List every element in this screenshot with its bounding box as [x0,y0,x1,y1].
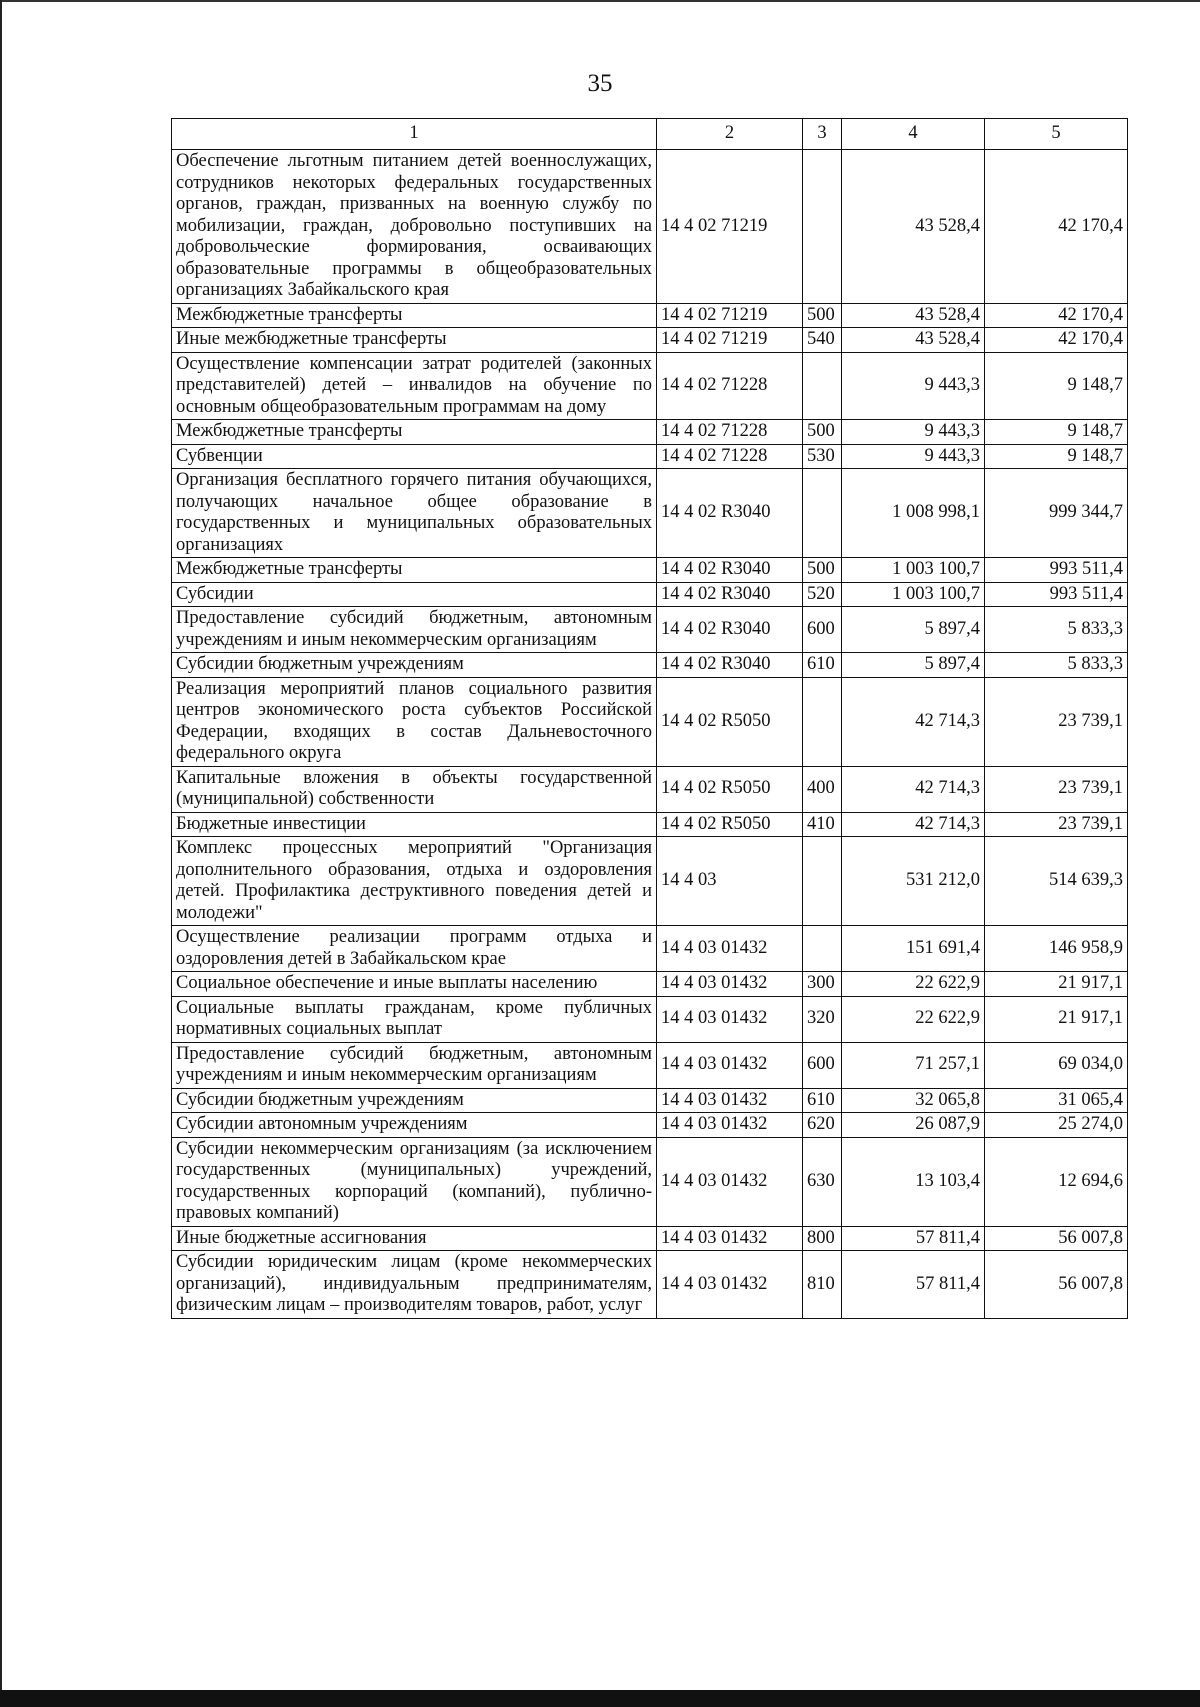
row-name-cell: Субсидии бюджетным учреждениям [172,1088,657,1113]
row-value-2024-cell: 5 897,4 [842,653,985,678]
row-type-cell [803,926,842,972]
table-row [172,444,1128,469]
row-type-cell: 520 [803,582,842,607]
row-type-cell: 810 [803,1251,842,1319]
row-value-2024-cell: 57 811,4 [842,1226,985,1251]
row-value-2025-cell: 146 958,9 [985,926,1128,972]
row-value-2024-cell: 1 003 100,7 [842,582,985,607]
scan-edge-left [0,0,2,1707]
row-type-cell: 600 [803,1042,842,1088]
table-row [172,1251,1128,1319]
row-code-cell: 14 4 03 01432 [657,1137,803,1226]
row-name-cell: Социальные выплаты гражданам, кроме публичных нормативных социальных выплат [172,996,657,1042]
row-type-cell [803,469,842,558]
table-header [172,119,1128,150]
row-value-2025-cell: 21 917,1 [985,996,1128,1042]
row-type-cell [803,352,842,420]
row-value-2024-cell: 1 003 100,7 [842,558,985,583]
row-code-cell: 14 4 02 71228 [657,352,803,420]
row-name-cell: Субсидии юридическим лицам (кроме некоммерческих организаций), индивидуальным предпринимателям, физическим лицам – производителям товаров, работ, услуг [172,1251,657,1319]
row-value-2025-cell: 9 148,7 [985,444,1128,469]
row-value-2025-cell: 69 034,0 [985,1042,1128,1088]
row-type-cell: 610 [803,1088,842,1113]
page-number: 35 [587,70,613,97]
header-col-2: 2 [657,119,803,150]
table-row [172,812,1128,837]
row-type-cell: 410 [803,812,842,837]
row-type-cell: 320 [803,996,842,1042]
row-type-cell [803,150,842,304]
row-value-2024-cell: 9 443,3 [842,444,985,469]
row-value-2025-cell: 42 170,4 [985,150,1128,304]
row-value-2024-cell: 9 443,3 [842,352,985,420]
table-row [172,150,1128,304]
row-name-cell: Предоставление субсидий бюджетным, автономным учреждениям и иным некоммерческим организациям [172,1042,657,1088]
row-name-cell: Субсидии бюджетным учреждениям [172,653,657,678]
row-type-cell: 530 [803,444,842,469]
row-type-cell: 400 [803,766,842,812]
row-type-cell: 620 [803,1113,842,1138]
table-row [172,1226,1128,1251]
row-name-cell: Бюджетные инвестиции [172,812,657,837]
row-type-cell: 500 [803,303,842,328]
row-type-cell: 500 [803,558,842,583]
row-type-cell: 800 [803,1226,842,1251]
row-value-2024-cell: 1 008 998,1 [842,469,985,558]
table-row [172,303,1128,328]
row-value-2024-cell: 71 257,1 [842,1042,985,1088]
row-name-cell: Предоставление субсидий бюджетным, автономным учреждениям и иным некоммерческим организациям [172,607,657,653]
table-row [172,996,1128,1042]
row-code-cell: 14 4 03 01432 [657,926,803,972]
row-name-cell: Межбюджетные трансферты [172,420,657,445]
row-value-2025-cell: 31 065,4 [985,1088,1128,1113]
table-row [172,582,1128,607]
table-row [172,653,1128,678]
row-name-cell: Субсидии [172,582,657,607]
row-name-cell: Обеспечение льготным питанием детей военнослужащих, сотрудников некоторых федеральных государственных органов, граждан, призванных на военную службу по мобилизации, граждан, добровольно поступивших на добровольческие формирования, осваивающих образовательные программы в общеобразовательных организациях Забайкальского края [172,150,657,304]
row-value-2025-cell: 21 917,1 [985,972,1128,997]
header-col-3: 3 [803,119,842,150]
row-name-cell: Организация бесплатного горячего питания обучающихся, получающих начальное общее образование в государственных и муниципальных образовательных организациях [172,469,657,558]
row-value-2024-cell: 13 103,4 [842,1137,985,1226]
row-value-2025-cell: 12 694,6 [985,1137,1128,1226]
row-code-cell: 14 4 03 01432 [657,1226,803,1251]
row-value-2024-cell: 5 897,4 [842,607,985,653]
table-row [172,469,1128,558]
row-name-cell: Иные бюджетные ассигнования [172,1226,657,1251]
row-value-2025-cell: 25 274,0 [985,1113,1128,1138]
row-code-cell: 14 4 02 71219 [657,328,803,353]
row-name-cell: Субсидии автономным учреждениям [172,1113,657,1138]
row-value-2025-cell: 993 511,4 [985,558,1128,583]
row-name-cell: Иные межбюджетные трансферты [172,328,657,353]
row-code-cell: 14 4 03 [657,837,803,926]
row-code-cell: 14 4 02 R5050 [657,766,803,812]
row-value-2024-cell: 42 714,3 [842,812,985,837]
row-code-cell: 14 4 02 R3040 [657,607,803,653]
row-code-cell: 14 4 02 R3040 [657,653,803,678]
row-value-2024-cell: 42 714,3 [842,677,985,766]
row-value-2025-cell: 56 007,8 [985,1251,1128,1319]
row-value-2024-cell: 26 087,9 [842,1113,985,1138]
row-value-2025-cell: 999 344,7 [985,469,1128,558]
row-value-2025-cell: 56 007,8 [985,1226,1128,1251]
scan-edge-top [0,0,1200,2]
table-row [172,837,1128,926]
row-value-2025-cell: 23 739,1 [985,766,1128,812]
table-row [172,328,1128,353]
budget-table [171,118,1128,1319]
row-name-cell: Субсидии некоммерческим организациям (за исключением государственных (муниципальных) учреждений, государственных корпораций (компаний), публично-правовых компаний) [172,1137,657,1226]
row-code-cell: 14 4 03 01432 [657,1042,803,1088]
row-value-2025-cell: 23 739,1 [985,677,1128,766]
row-value-2024-cell: 9 443,3 [842,420,985,445]
row-value-2024-cell: 43 528,4 [842,150,985,304]
row-name-cell: Комплекс процессных мероприятий "Организация дополнительного образования, отдыха и оздоровления детей. Профилактика деструктивного поведения детей и молодежи" [172,837,657,926]
row-value-2025-cell: 42 170,4 [985,303,1128,328]
scan-edge-bottom [0,1690,1200,1707]
row-code-cell: 14 4 02 71219 [657,303,803,328]
row-type-cell: 500 [803,420,842,445]
row-value-2025-cell: 9 148,7 [985,420,1128,445]
table-row [172,1042,1128,1088]
row-value-2024-cell: 151 691,4 [842,926,985,972]
row-type-cell [803,837,842,926]
row-type-cell [803,677,842,766]
table-body [172,150,1128,1319]
row-name-cell: Субвенции [172,444,657,469]
table-row [172,926,1128,972]
row-code-cell: 14 4 02 71219 [657,150,803,304]
row-value-2025-cell: 42 170,4 [985,328,1128,353]
row-name-cell: Осуществление компенсации затрат родителей (законных представителей) детей – инвалидов на обучение по основным общеобразовательным программам на дому [172,352,657,420]
row-code-cell: 14 4 02 R3040 [657,558,803,583]
row-type-cell: 300 [803,972,842,997]
row-value-2024-cell: 22 622,9 [842,972,985,997]
row-value-2024-cell: 57 811,4 [842,1251,985,1319]
row-value-2025-cell: 9 148,7 [985,352,1128,420]
table-row [172,558,1128,583]
row-name-cell: Межбюджетные трансферты [172,558,657,583]
row-type-cell: 630 [803,1137,842,1226]
row-code-cell: 14 4 02 R3040 [657,582,803,607]
row-value-2024-cell: 42 714,3 [842,766,985,812]
row-value-2025-cell: 23 739,1 [985,812,1128,837]
table-row [172,352,1128,420]
header-col-5: 5 [985,119,1128,150]
row-type-cell: 610 [803,653,842,678]
row-code-cell: 14 4 03 01432 [657,1113,803,1138]
table-row [172,420,1128,445]
table-row [172,1113,1128,1138]
table-row [172,607,1128,653]
row-code-cell: 14 4 03 01432 [657,996,803,1042]
row-value-2025-cell: 993 511,4 [985,582,1128,607]
row-value-2024-cell: 43 528,4 [842,328,985,353]
row-code-cell: 14 4 02 R5050 [657,812,803,837]
row-name-cell: Социальное обеспечение и иные выплаты населению [172,972,657,997]
row-code-cell: 14 4 03 01432 [657,1088,803,1113]
row-value-2024-cell: 43 528,4 [842,303,985,328]
table-row [172,1137,1128,1226]
row-code-cell: 14 4 02 R3040 [657,469,803,558]
row-value-2025-cell: 5 833,3 [985,653,1128,678]
table-row [172,766,1128,812]
table-row [172,1088,1128,1113]
row-value-2024-cell: 22 622,9 [842,996,985,1042]
header-row [172,119,1128,150]
row-name-cell: Капитальные вложения в объекты государственной (муниципальной) собственности [172,766,657,812]
row-name-cell: Межбюджетные трансферты [172,303,657,328]
row-value-2024-cell: 531 212,0 [842,837,985,926]
row-value-2025-cell: 5 833,3 [985,607,1128,653]
table-row [172,677,1128,766]
row-code-cell: 14 4 02 71228 [657,444,803,469]
header-col-4: 4 [842,119,985,150]
row-code-cell: 14 4 03 01432 [657,972,803,997]
header-col-1: 1 [172,119,657,150]
row-code-cell: 14 4 02 71228 [657,420,803,445]
row-value-2025-cell: 514 639,3 [985,837,1128,926]
row-code-cell: 14 4 02 R5050 [657,677,803,766]
row-value-2024-cell: 32 065,8 [842,1088,985,1113]
row-type-cell: 540 [803,328,842,353]
row-type-cell: 600 [803,607,842,653]
row-name-cell: Реализация мероприятий планов социального развития центров экономического роста субъектов Российской Федерации, входящих в состав Дальневосточного федерального округа [172,677,657,766]
table-row [172,972,1128,997]
row-name-cell: Осуществление реализации программ отдыха и оздоровления детей в Забайкальском крае [172,926,657,972]
row-code-cell: 14 4 03 01432 [657,1251,803,1319]
